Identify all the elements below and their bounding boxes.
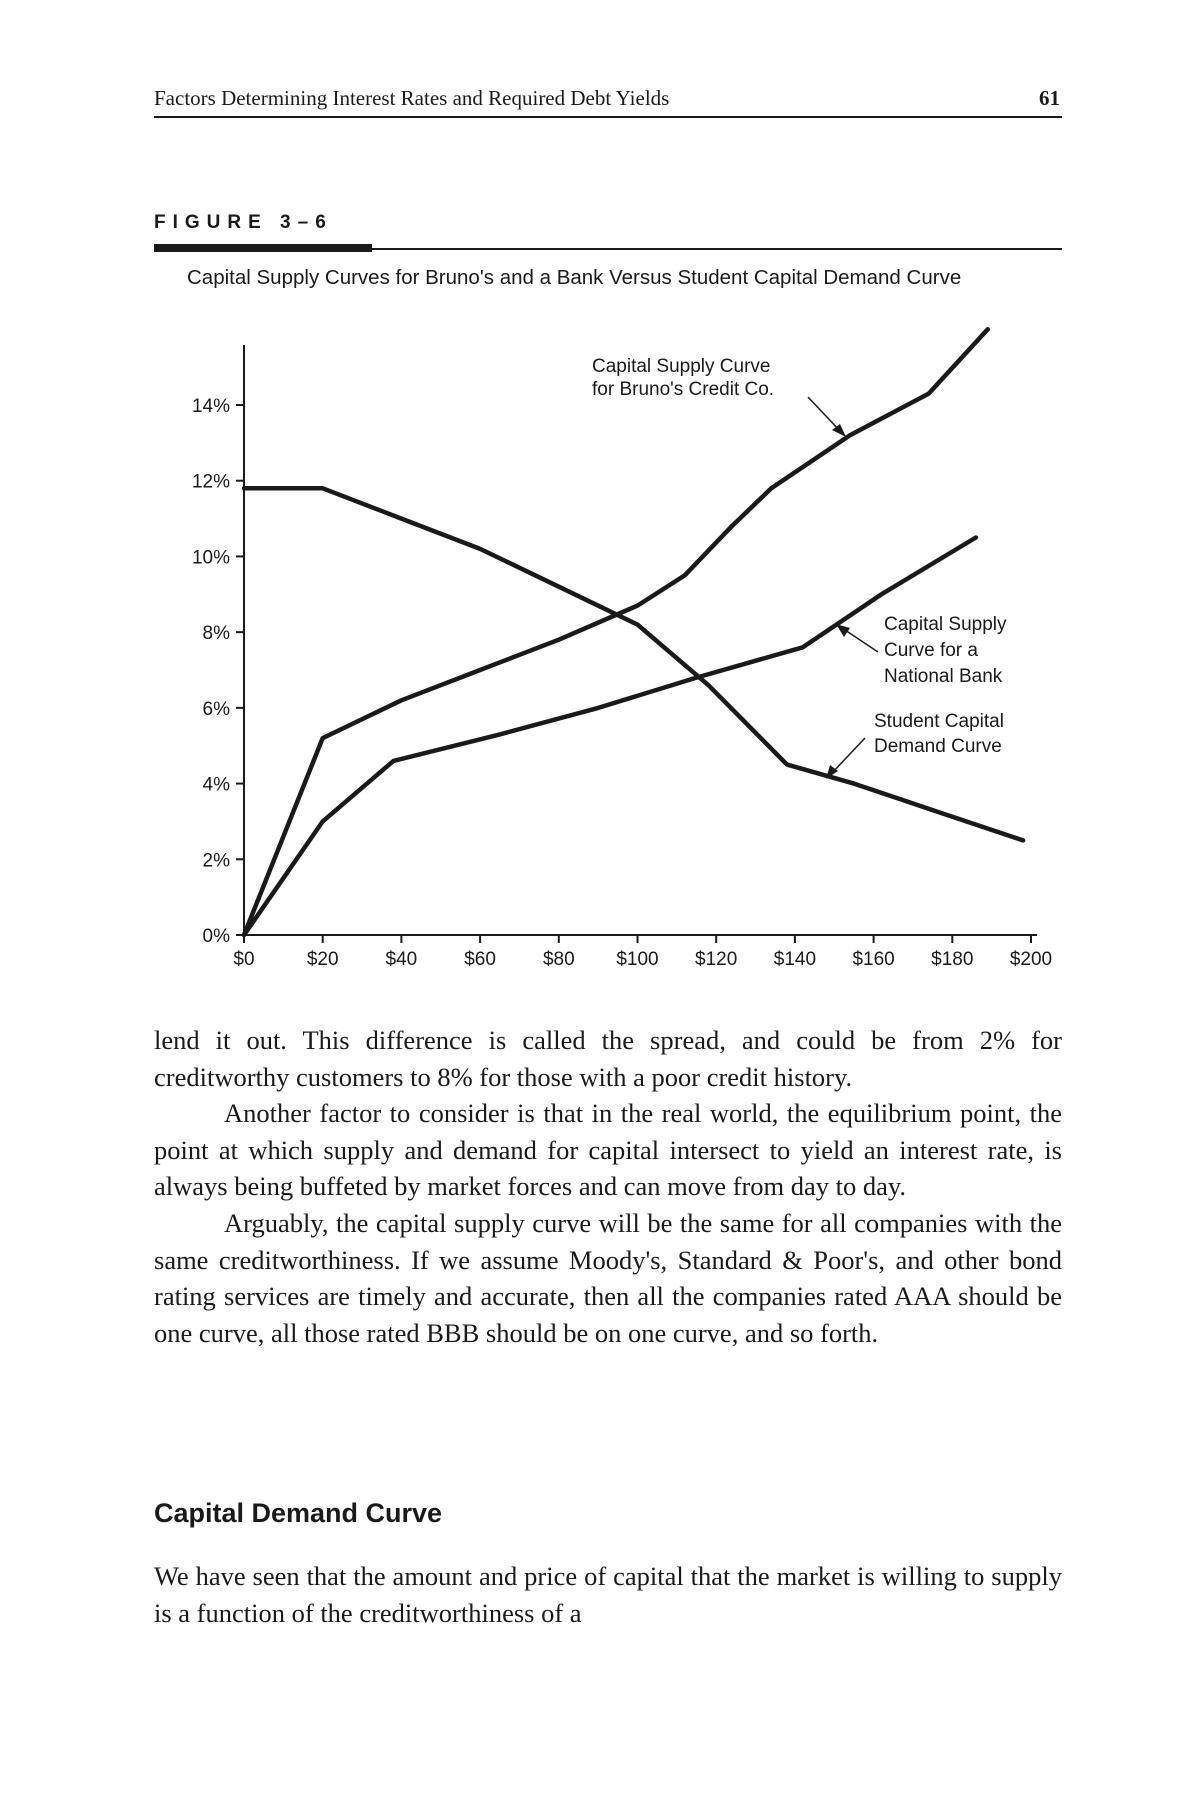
y-tick-label: 12% [191, 471, 230, 493]
annotation-brunos-arrowhead [832, 424, 846, 437]
annotation-demand-line1: Student Capital [874, 711, 1004, 732]
x-tick-label: $60 [464, 949, 496, 970]
annotation-bank-arrowhead [836, 624, 850, 637]
running-head [154, 84, 1062, 118]
paragraph: Another factor to consider is that in the real world, the equilibrium point, the point at which supply and demand for capital intersect to yield an interest rate, is always being buffeted by market forces and can move from day to day. [154, 1098, 1062, 1202]
x-tick-label: $140 [773, 949, 817, 970]
y-tick-label: 6% [202, 698, 230, 720]
bank-supply-line [244, 538, 976, 936]
x-tick-label: $180 [931, 949, 974, 970]
annotation-bank-line1: Capital Supply [884, 614, 1007, 635]
figure-rule-accent [154, 244, 372, 252]
x-tick-label: $20 [306, 949, 339, 970]
y-tick-label: 0% [202, 926, 230, 947]
brunos-supply-line [244, 329, 988, 935]
annotation-bank-line3: National Bank [884, 666, 1003, 687]
x-tick-label: $40 [385, 949, 418, 970]
page-number: 61 [1039, 86, 1060, 110]
y-tick-label: 4% [202, 774, 230, 796]
paragraph: lend it out. This difference is called the spread, and could be from 2% for creditworthy customers to 8% for those with a poor credit history. [154, 1025, 1062, 1092]
x-tick-label: $0 [233, 949, 255, 970]
x-tick-label: $160 [852, 949, 895, 970]
annotation-brunos-line1: Capital Supply Curve [592, 356, 771, 377]
chart-annotations [592, 356, 1007, 779]
section-heading: Capital Demand Curve [154, 1498, 443, 1528]
x-tick-label: $200 [1009, 949, 1053, 970]
annotation-bank-line2: Curve for a [884, 640, 978, 661]
figure-label: FIGURE 3–6 [154, 212, 333, 233]
y-tick-label: 10% [191, 547, 230, 569]
annotation-demand-line2: Demand Curve [874, 736, 1002, 757]
annotation-brunos-line2: for Bruno's Credit Co. [592, 379, 775, 400]
y-tick-label: 14% [191, 396, 230, 417]
x-tick-label: $80 [542, 949, 575, 970]
paragraph: Arguably, the capital supply curve will be the same for all companies with the same creditworthiness. If we assume Moody's, Standard & Poor's, and other bond rating services are timely and accurate, then all the companies rated AAA should be one curve, all those rated BBB should be on one curve, and so forth. [154, 1207, 1062, 1348]
annotation-demand-leader [832, 738, 865, 773]
annotation-brunos-leader [808, 397, 841, 432]
body-text [154, 1022, 1062, 1351]
x-tick-label: $120 [695, 949, 738, 970]
y-tick-label: 8% [202, 623, 230, 645]
body-text-continued [154, 1558, 1062, 1631]
interest-rate-chart [0, 320, 1200, 1000]
figure-caption: Capital Supply Curves for Bruno's and a Bank Versus Student Capital Demand Curve [187, 266, 962, 289]
paragraph: We have seen that the amount and price of capital that the market is willing to supply is a function of the creditworthiness of a [154, 1561, 1062, 1628]
y-tick-label: 2% [202, 850, 230, 872]
running-title: Factors Determining Interest Rates and Required Debt Yields [154, 86, 670, 110]
x-tick-label: $100 [616, 949, 659, 970]
